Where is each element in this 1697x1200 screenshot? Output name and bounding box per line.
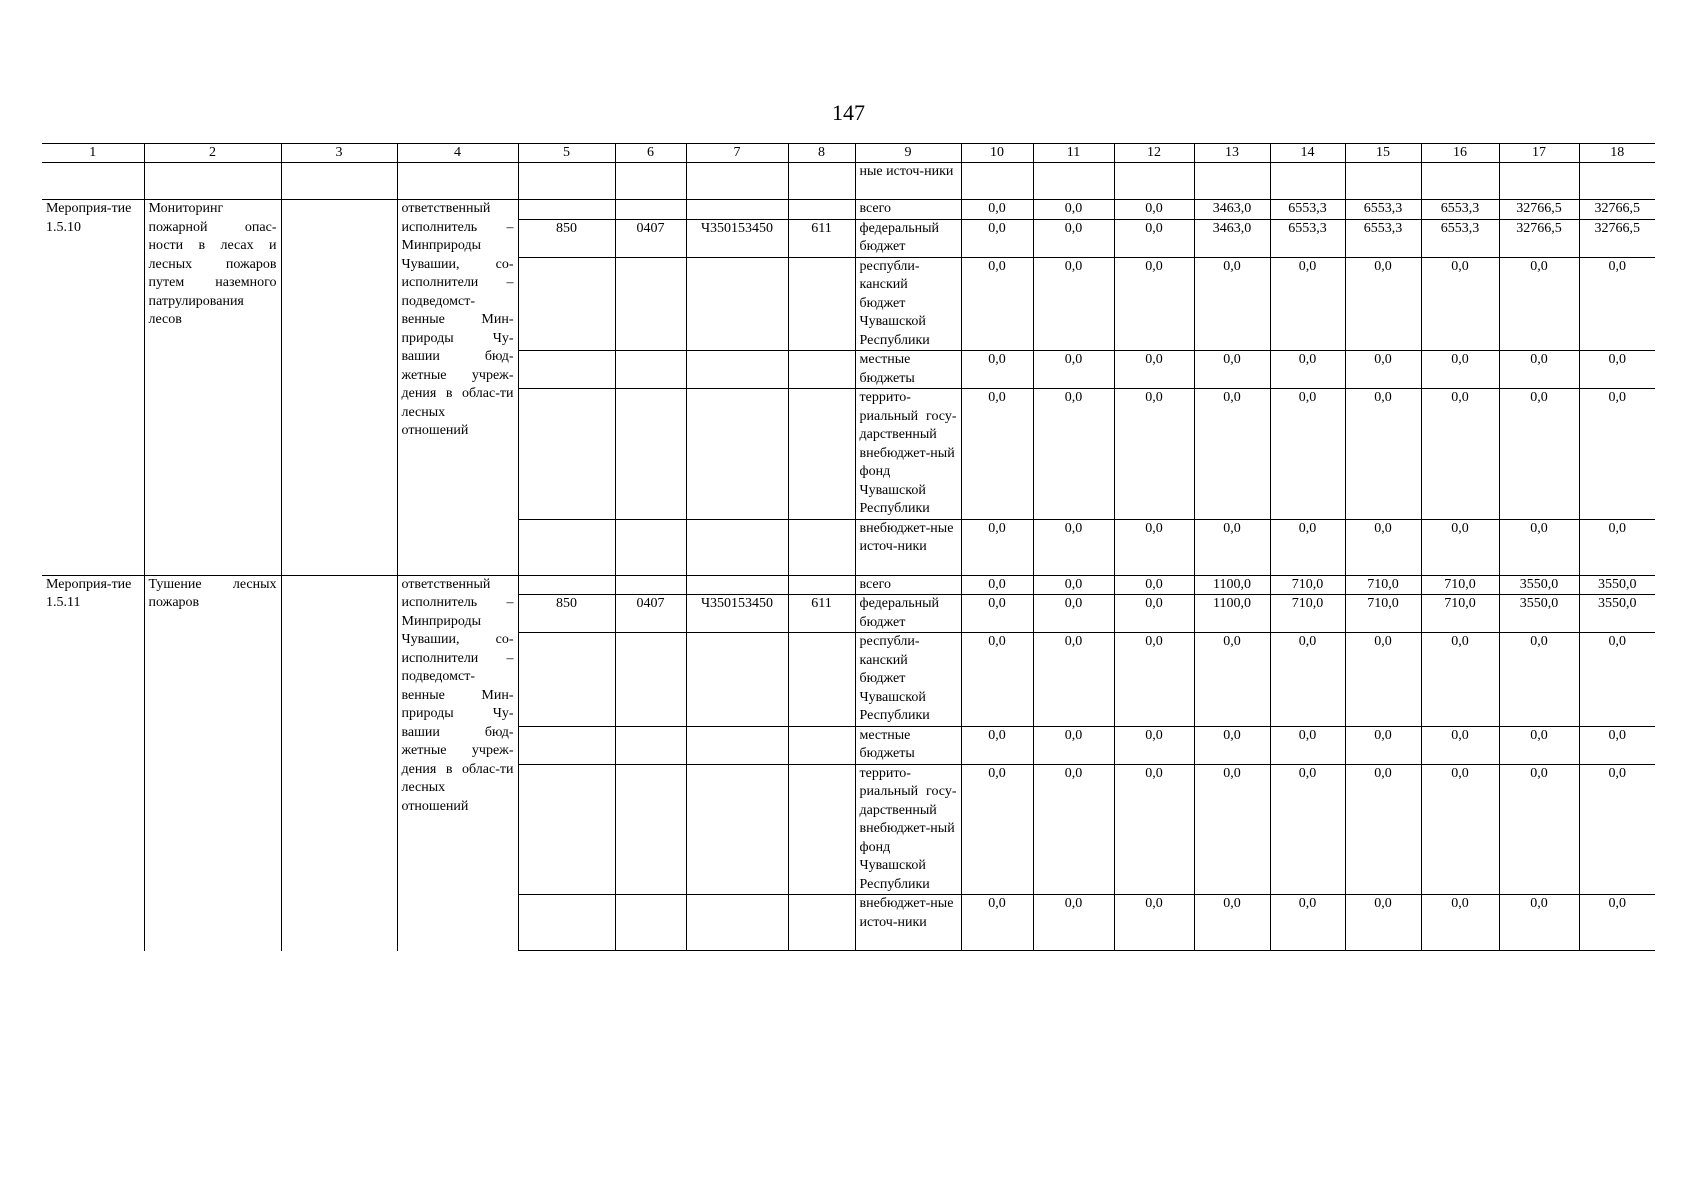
funding-source: всего (855, 200, 961, 220)
column-number-14: 14 (1270, 144, 1345, 163)
value-cell-col-17: 0,0 (1499, 519, 1579, 575)
csr-code: Ч350153450 (686, 219, 788, 257)
value-cell-col-10: 0,0 (961, 726, 1033, 764)
value-cell-col-10: 0,0 (961, 519, 1033, 575)
value-cell-col-14: 6553,3 (1270, 219, 1345, 257)
value-cell-col-13: 0,0 (1194, 351, 1270, 389)
value-cell-col-12: 0,0 (1114, 633, 1194, 727)
value-cell-col-15: 0,0 (1345, 726, 1421, 764)
value-cell-col-14: 710,0 (1270, 575, 1345, 595)
value-cell-col-18: 0,0 (1579, 519, 1655, 575)
value-cell-col-15: 0,0 (1345, 351, 1421, 389)
value-cell-col-17: 0,0 (1499, 257, 1579, 351)
column-number-17: 17 (1499, 144, 1579, 163)
value-cell-col-11: 0,0 (1033, 764, 1114, 895)
rzpr-code: 0407 (615, 219, 686, 257)
column-number-row (42, 144, 1655, 163)
value-cell-col-15: 710,0 (1345, 595, 1421, 633)
value-cell-col-15: 6553,3 (1345, 200, 1421, 220)
value-cell-col-13: 1100,0 (1194, 575, 1270, 595)
value-cell-col-15: 0,0 (1345, 519, 1421, 575)
value-cell-col-17: 0,0 (1499, 764, 1579, 895)
value-cell-col-16: 710,0 (1421, 595, 1499, 633)
value-cell-col-17: 0,0 (1499, 389, 1579, 520)
value-cell-col-15: 0,0 (1345, 764, 1421, 895)
column-number-15: 15 (1345, 144, 1421, 163)
value-cell-col-10: 0,0 (961, 895, 1033, 951)
value-cell-col-12: 0,0 (1114, 726, 1194, 764)
continued-row (42, 163, 1655, 200)
csr-code: Ч350153450 (686, 595, 788, 633)
column-number-16: 16 (1421, 144, 1499, 163)
value-cell-col-18: 32766,5 (1579, 219, 1655, 257)
value-cell-col-13: 0,0 (1194, 389, 1270, 520)
value-cell-col-13: 1100,0 (1194, 595, 1270, 633)
value-cell-col-17: 3550,0 (1499, 575, 1579, 595)
value-cell-col-18: 0,0 (1579, 726, 1655, 764)
value-cell-col-16: 0,0 (1421, 257, 1499, 351)
value-cell-col-18: 0,0 (1579, 257, 1655, 351)
funding-source: внебюджет-ные источ-ники (855, 895, 961, 951)
measure-row (42, 575, 1655, 595)
value-cell-col-17: 32766,5 (1499, 219, 1579, 257)
value-cell-col-18: 3550,0 (1579, 595, 1655, 633)
vr-code: 611 (788, 595, 855, 633)
value-cell-col-16: 0,0 (1421, 633, 1499, 727)
value-cell-col-14: 710,0 (1270, 595, 1345, 633)
funding-source: федеральный бюджет (855, 595, 961, 633)
value-cell-col-15: 710,0 (1345, 575, 1421, 595)
funding-source: республи-канский бюджет Чувашской Республики (855, 633, 961, 727)
value-cell-col-11: 0,0 (1033, 895, 1114, 951)
value-cell-col-17: 0,0 (1499, 633, 1579, 727)
vr-code: 611 (788, 219, 855, 257)
value-cell-col-14: 0,0 (1270, 764, 1345, 895)
value-cell-col-16: 0,0 (1421, 895, 1499, 951)
value-cell-col-11: 0,0 (1033, 351, 1114, 389)
funding-source: внебюджет-ные источ-ники (855, 519, 961, 575)
value-cell-col-10: 0,0 (961, 257, 1033, 351)
value-cell-col-11: 0,0 (1033, 633, 1114, 727)
measure-executor: ответственный исполнитель – Минприроды Чувашии, со-исполнители – подведомст-венные Мин-природы Чу-вашии бюд-жетные учреж-дения в облас-ти лесных отношений (397, 200, 518, 576)
measure-name: Мониторинг пожарной опас-ности в лесах и лесных пожаров путем наземного патрулирования лесов (144, 200, 281, 576)
value-cell-col-10: 0,0 (961, 200, 1033, 220)
value-cell-col-13: 0,0 (1194, 633, 1270, 727)
value-cell-col-13: 0,0 (1194, 257, 1270, 351)
value-cell-col-11: 0,0 (1033, 219, 1114, 257)
value-cell-col-10: 0,0 (961, 595, 1033, 633)
grbs-code: 850 (518, 219, 615, 257)
value-cell-col-18: 32766,5 (1579, 200, 1655, 220)
value-cell-col-10: 0,0 (961, 351, 1033, 389)
value-cell-col-11: 0,0 (1033, 257, 1114, 351)
funding-source: федеральный бюджет (855, 219, 961, 257)
value-cell-col-16: 0,0 (1421, 389, 1499, 520)
value-cell-col-13: 0,0 (1194, 764, 1270, 895)
value-cell-col-11: 0,0 (1033, 389, 1114, 520)
funding-source: местные бюджеты (855, 726, 961, 764)
value-cell-col-12: 0,0 (1114, 895, 1194, 951)
column-number-18: 18 (1579, 144, 1655, 163)
value-cell-col-11: 0,0 (1033, 726, 1114, 764)
value-cell-col-14: 0,0 (1270, 389, 1345, 520)
column-number-3: 3 (281, 144, 397, 163)
budget-table (42, 143, 1655, 951)
value-cell-col-11: 0,0 (1033, 519, 1114, 575)
value-cell-col-16: 6553,3 (1421, 200, 1499, 220)
funding-source: террито-риальный госу-дарственный внебюджет-ный фонд Чувашской Республики (855, 389, 961, 520)
value-cell-col-12: 0,0 (1114, 519, 1194, 575)
value-cell-col-14: 0,0 (1270, 726, 1345, 764)
value-cell-col-15: 6553,3 (1345, 219, 1421, 257)
value-cell-col-12: 0,0 (1114, 389, 1194, 520)
value-cell-col-16: 0,0 (1421, 764, 1499, 895)
value-cell-col-10: 0,0 (961, 389, 1033, 520)
value-cell-col-14: 0,0 (1270, 633, 1345, 727)
value-cell-col-15: 0,0 (1345, 257, 1421, 351)
column-number-9: 9 (855, 144, 961, 163)
value-cell-col-11: 0,0 (1033, 575, 1114, 595)
funding-source: республи-канский бюджет Чувашской Республики (855, 257, 961, 351)
value-cell-col-10: 0,0 (961, 764, 1033, 895)
value-cell-col-13: 0,0 (1194, 519, 1270, 575)
value-cell-col-13: 0,0 (1194, 726, 1270, 764)
value-cell-col-15: 0,0 (1345, 633, 1421, 727)
value-cell-col-12: 0,0 (1114, 257, 1194, 351)
value-cell-col-15: 0,0 (1345, 895, 1421, 951)
value-cell-col-13: 0,0 (1194, 895, 1270, 951)
value-cell-col-10: 0,0 (961, 633, 1033, 727)
value-cell-col-17: 32766,5 (1499, 200, 1579, 220)
column-number-2: 2 (144, 144, 281, 163)
column-number-8: 8 (788, 144, 855, 163)
value-cell-col-17: 3550,0 (1499, 595, 1579, 633)
measure-col3 (281, 575, 397, 951)
column-number-7: 7 (686, 144, 788, 163)
value-cell-col-16: 0,0 (1421, 519, 1499, 575)
value-cell-col-18: 0,0 (1579, 764, 1655, 895)
value-cell-col-13: 3463,0 (1194, 200, 1270, 220)
grbs-code: 850 (518, 595, 615, 633)
value-cell-col-17: 0,0 (1499, 351, 1579, 389)
continued-source-cell: ные источ-ники (855, 163, 961, 200)
column-number-6: 6 (615, 144, 686, 163)
value-cell-col-12: 0,0 (1114, 200, 1194, 220)
rzpr-code: 0407 (615, 595, 686, 633)
funding-source: местные бюджеты (855, 351, 961, 389)
value-cell-col-16: 0,0 (1421, 351, 1499, 389)
value-cell-col-12: 0,0 (1114, 595, 1194, 633)
value-cell-col-12: 0,0 (1114, 219, 1194, 257)
measure-code: Мероприя-тие 1.5.11 (42, 575, 144, 951)
value-cell-col-18: 0,0 (1579, 633, 1655, 727)
value-cell-col-14: 0,0 (1270, 257, 1345, 351)
value-cell-col-15: 0,0 (1345, 389, 1421, 520)
value-cell-col-18: 0,0 (1579, 895, 1655, 951)
funding-source: террито-риальный госу-дарственный внебюджет-ный фонд Чувашской Республики (855, 764, 961, 895)
column-number-12: 12 (1114, 144, 1194, 163)
page-number: 147 (832, 100, 865, 125)
column-number-11: 11 (1033, 144, 1114, 163)
value-cell-col-18: 3550,0 (1579, 575, 1655, 595)
value-cell-col-16: 0,0 (1421, 726, 1499, 764)
value-cell-col-17: 0,0 (1499, 895, 1579, 951)
measure-name: Тушение лесных пожаров (144, 575, 281, 951)
column-number-1: 1 (42, 144, 144, 163)
column-number-13: 13 (1194, 144, 1270, 163)
measure-code: Мероприя-тие 1.5.10 (42, 200, 144, 576)
value-cell-col-14: 0,0 (1270, 519, 1345, 575)
column-number-5: 5 (518, 144, 615, 163)
value-cell-col-18: 0,0 (1579, 389, 1655, 520)
value-cell-col-12: 0,0 (1114, 764, 1194, 895)
value-cell-col-11: 0,0 (1033, 200, 1114, 220)
column-number-10: 10 (961, 144, 1033, 163)
value-cell-col-12: 0,0 (1114, 575, 1194, 595)
value-cell-col-10: 0,0 (961, 575, 1033, 595)
value-cell-col-10: 0,0 (961, 219, 1033, 257)
value-cell-col-14: 0,0 (1270, 895, 1345, 951)
value-cell-col-18: 0,0 (1579, 351, 1655, 389)
value-cell-col-14: 6553,3 (1270, 200, 1345, 220)
funding-source: всего (855, 575, 961, 595)
column-number-4: 4 (397, 144, 518, 163)
value-cell-col-11: 0,0 (1033, 595, 1114, 633)
value-cell-col-16: 6553,3 (1421, 219, 1499, 257)
value-cell-col-16: 710,0 (1421, 575, 1499, 595)
measure-executor: ответственный исполнитель – Минприроды Чувашии, со-исполнители – подведомст-венные Мин-природы Чу-вашии бюд-жетные учреж-дения в облас-ти лесных отношений (397, 575, 518, 951)
value-cell-col-17: 0,0 (1499, 726, 1579, 764)
value-cell-col-14: 0,0 (1270, 351, 1345, 389)
value-cell-col-12: 0,0 (1114, 351, 1194, 389)
measure-col3 (281, 200, 397, 576)
value-cell-col-13: 3463,0 (1194, 219, 1270, 257)
measure-row (42, 200, 1655, 220)
